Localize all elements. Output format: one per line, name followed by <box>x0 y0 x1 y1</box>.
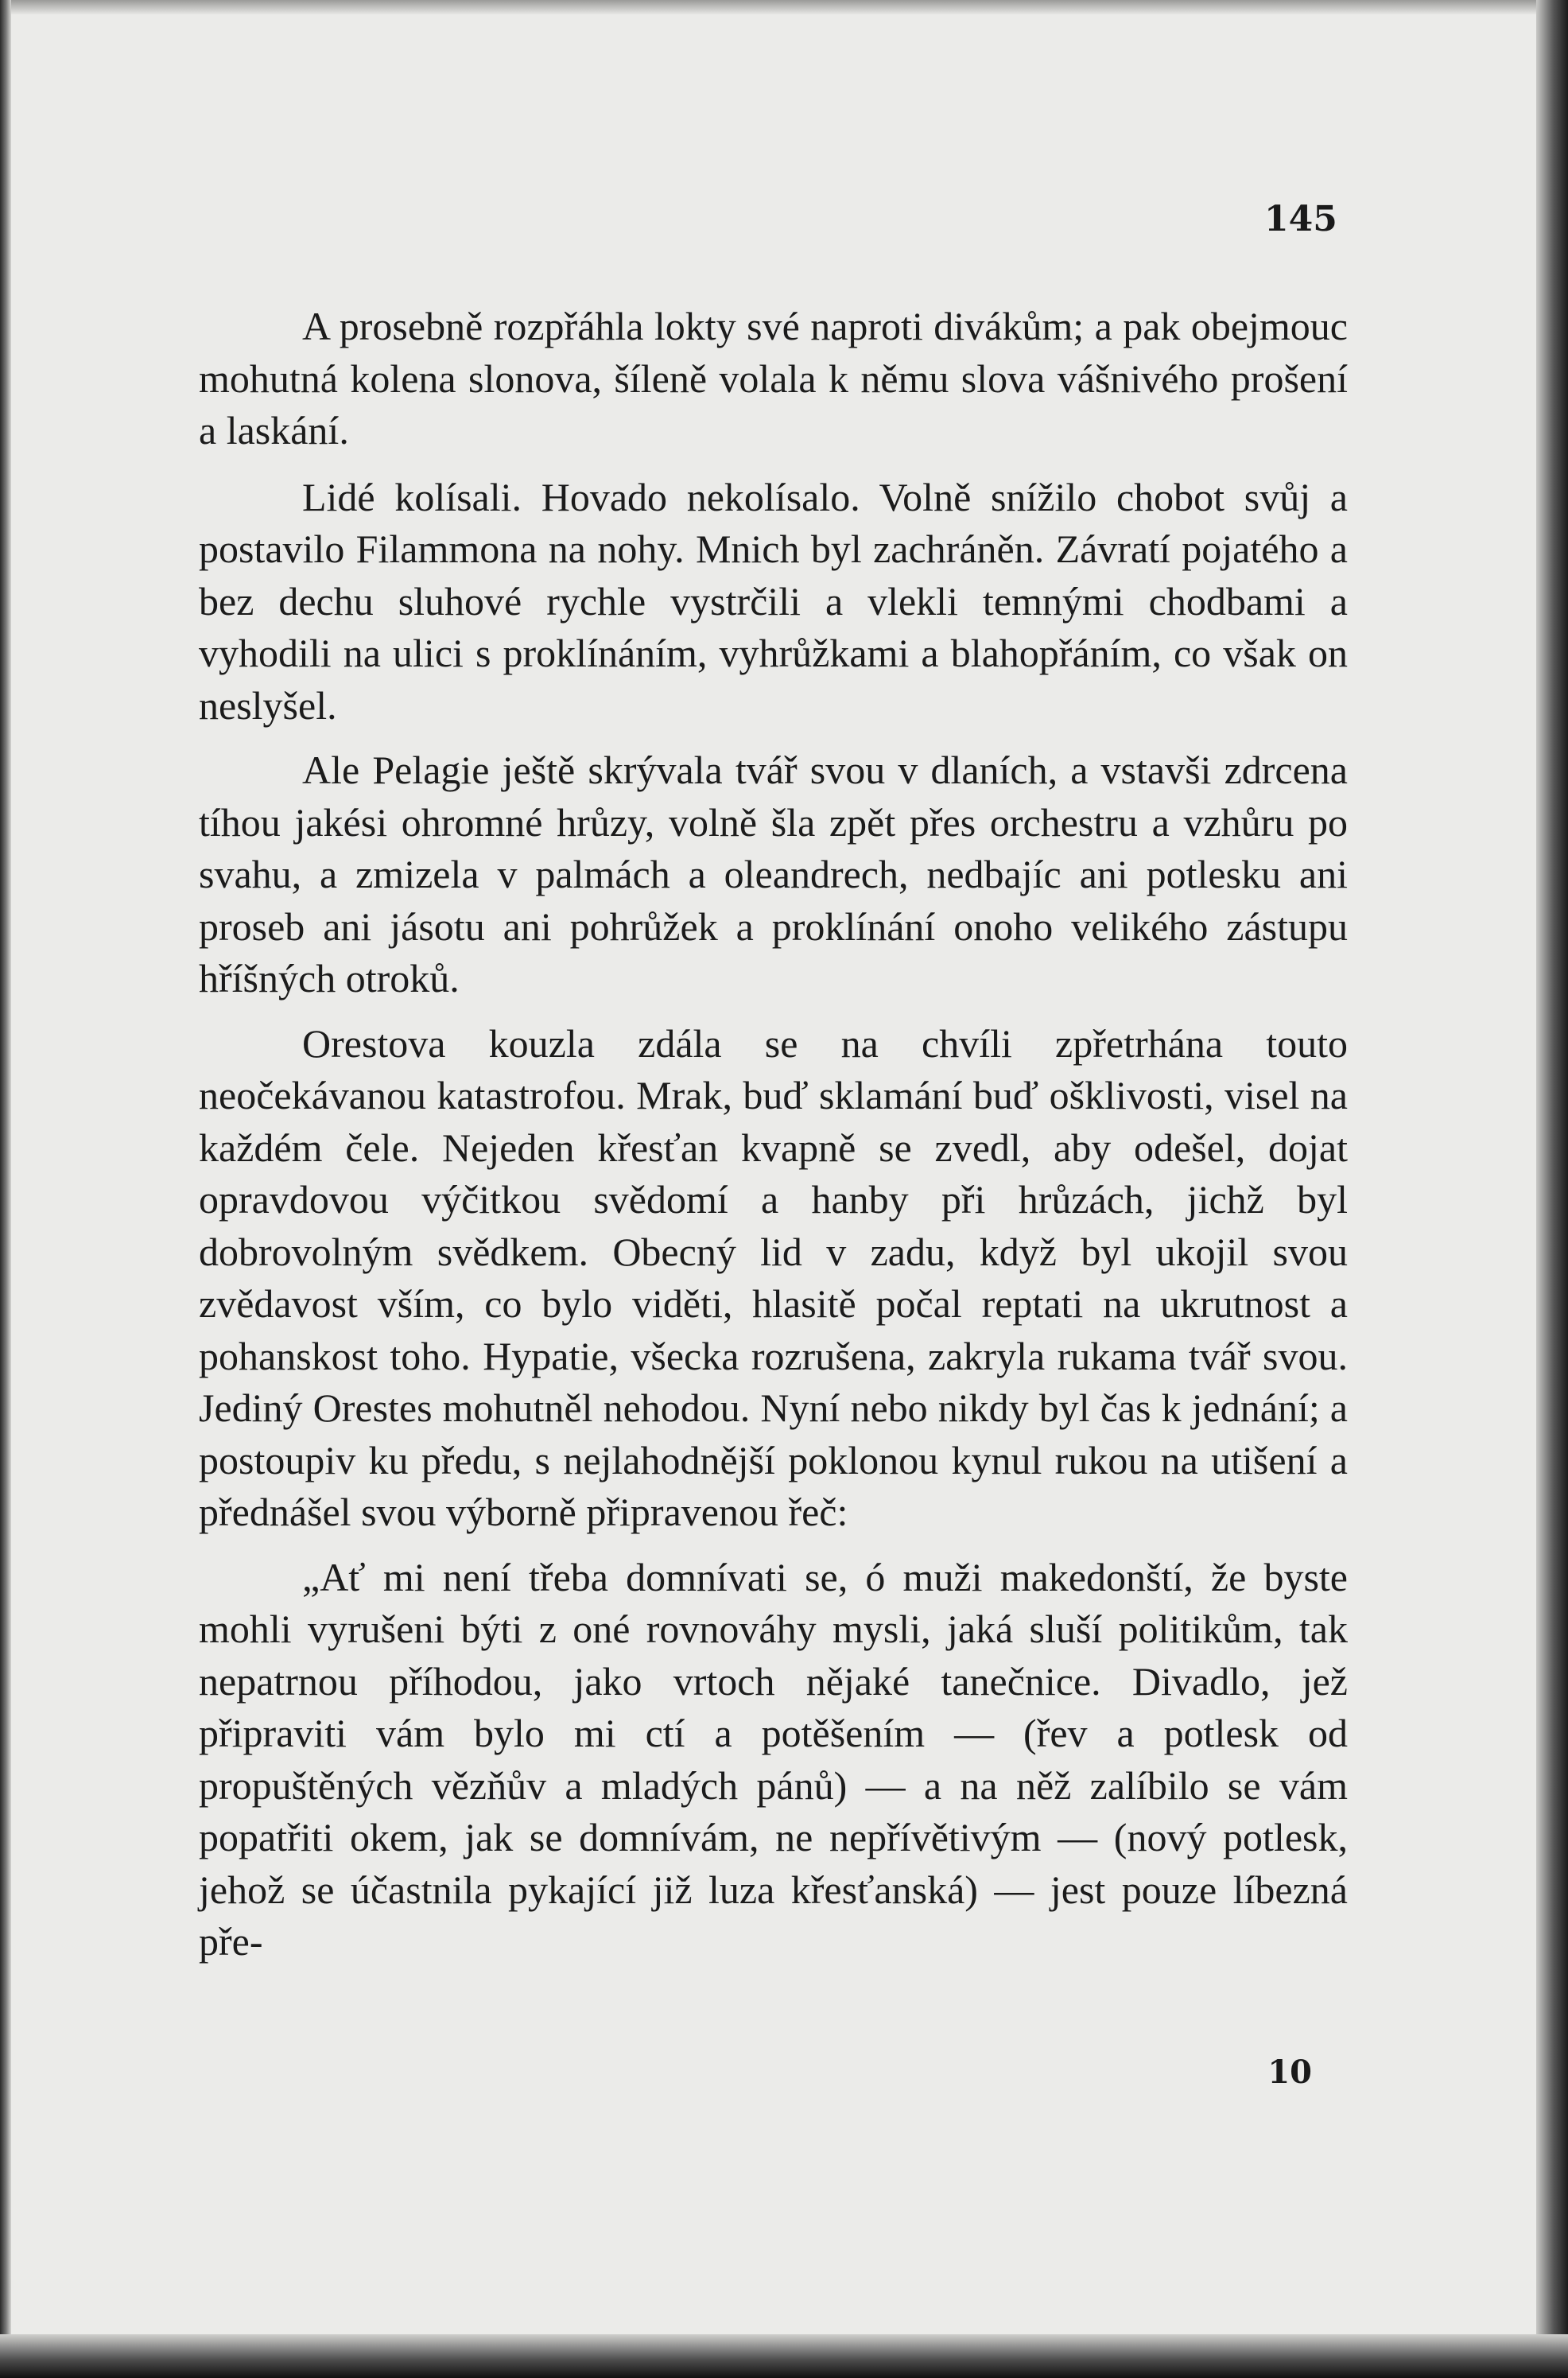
page-edge-left <box>0 0 11 2378</box>
paragraph-4: Orestova kouzla zdála se na chvíli zpřetrhána touto neočekávanou katastrofou. Mrak, buď sklamání buď ošklivosti, visel na každém čele. Nejeden křesťan kvapně se zvedl, aby odešel, dojat opravdovou výčitkou svědomí a hanby při hrůzách, jichž byl dobrovolným svědkem. Obecný lid v zadu, když byl ukojil svou zvědavost vším, co bylo viděti, hlasitě počal reptati na ukrutnost a pohanskost toho. Hypatie, všecka rozrušena, zakryla rukama tvář svou. Jediný Orestes mohutněl nehodou. Nyní nebo nikdy byl čas k jednání; a postoupiv ku předu, s nejlahodnější poklonou kynul rukou na utišení a přednášel svou výborně připravenou řeč: <box>199 1020 1348 1534</box>
paragraph-2: Lidé kolísali. Hovado nekolísalo. Volně snížilo chobot svůj a postavilo Filammona na nohy. Mnich byl zachráněn. Závratí pojatého a bez dechu sluhové rychle vystrčili a vlekli temnými chodbami a vyhodili na ulici s proklínáním, vyhrůžkami a blahopřáním, co však on neslyšel. <box>199 474 1348 728</box>
paragraph-5: „Ať mi není třeba domnívati se, ó muži makedonští, že byste mohli vyrušeni býti z oné rovnováhy mysli, jaká sluší politikům, tak nepatrnou příhodou, jako vrtoch nějaké tanečnice. Divadlo, jež připraviti vám bylo mi ctí a potěšením — (řev a potlesk od propuštěných vězňův a mladých pánů) — a na něž zalíbilo se vám popatřiti okem, jak se domnívám, ne nepřívětivým — (nový potlesk, jehož se účastnila pykající již luza křesťanská) — jest pouze líbezná pře- <box>199 1554 1348 1964</box>
paragraph-1: A prosebně rozpřáhla lokty své naproti divákům; a pak obejmouc mohutná kolena slonova, šíleně volala k němu slova vášnivého prošení a laskání. <box>199 304 1348 453</box>
page-number: 145 <box>1264 199 1337 239</box>
paragraph-3: Ale Pelagie ještě skrývala tvář svou v dlaních, a vstavši zdrcena tíhou jakési ohromné hrůzy, volně šla zpět přes orchestru a vzhůru po svahu, a zmizela v palmách a oleandrech, nedbajíc ani potlesku ani proseb ani jásotu ani pohrůžek a proklínání onoho velikého zástupu hříšných otroků. <box>199 748 1348 1001</box>
page-edge-top <box>0 0 1568 14</box>
signature-mark: 10 <box>1267 2054 1312 2091</box>
page-edge-bottom <box>0 2334 1568 2378</box>
body-text <box>199 301 1348 1981</box>
page-edge-right <box>1536 0 1568 2378</box>
